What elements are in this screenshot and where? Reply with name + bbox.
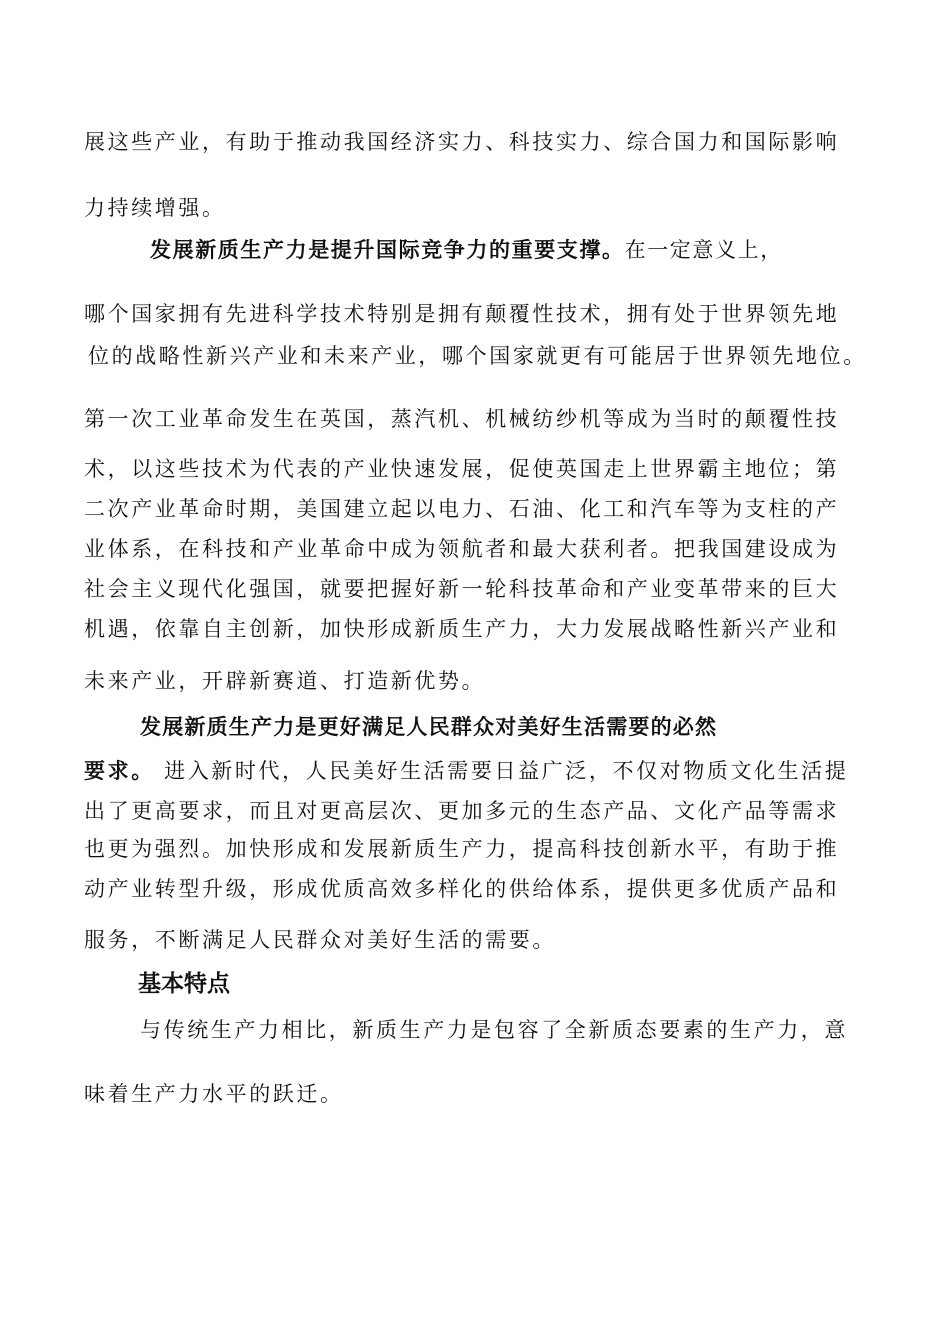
paragraph-3-line-7: 未来产业，开辟新赛道、打造新优势。 <box>84 669 486 693</box>
paragraph-4-bold-line-1: 发展新质生产力是更好满足人民群众对美好生活需要的必然 <box>140 715 718 739</box>
paragraph-4-line-2 <box>84 757 849 785</box>
paragraph-2-line-1 <box>150 236 783 264</box>
paragraph-5-line-1: 与传统生产力相比，新质生产力是包容了全新质态要素的生产力，意 <box>140 1018 848 1042</box>
paragraph-3-line-6: 机遇，依靠自主创新，加快形成新质生产力，大力发展战略性新兴产业和 <box>84 617 840 641</box>
paragraph-3-line-5: 社会主义现代化强国，就要把握好新一轮科技革命和产业变革带来的巨大 <box>84 577 840 601</box>
paragraph-3-line-1: 第一次工业革命发生在英国，蒸汽机、机械纺纱机等成为当时的颠覆性技 <box>84 407 840 431</box>
paragraph-4-line-3: 出了更高要求，而且对更高层次、更加多元的生态产品、文化产品等需求 <box>84 799 840 823</box>
paragraph-3-line-2: 术，以这些技术为代表的产业快速发展，促使英国走上世界霸主地位；第 <box>84 457 840 481</box>
paragraph-4-line-4: 也更为强烈。加快形成和发展新质生产力，提高科技创新水平，有助于推 <box>84 837 840 861</box>
paragraph-2-line-3: 位的战略性新兴产业和未来产业，哪个国家就更有可能居于世界领先地位。 <box>88 344 867 368</box>
paragraph-2-lead-bold: 发展新质生产力是提升国际竞争力的重要支撑。 <box>150 238 625 262</box>
paragraph-4-line-5: 动产业转型升级，形成优质高效多样化的供给体系，提供更多优质产品和 <box>84 877 840 901</box>
paragraph-3-line-3: 二次产业革命时期，美国建立起以电力、石油、化工和汽车等为支柱的产 <box>84 497 840 521</box>
paragraph-1-line-2: 力持续增强。 <box>84 196 226 220</box>
paragraph-4-line-2-rest: 进入新时代，人民美好生活需要日益广泛，不仅对物质文化生活提 <box>154 759 849 783</box>
section-heading: 基本特点 <box>138 971 230 997</box>
paragraph-2-line-2: 哪个国家拥有先进科学技术特别是拥有颠覆性技术，拥有处于世界领先地 <box>84 302 840 326</box>
paragraph-4-bold-line-2: 要求。 <box>84 759 155 783</box>
paragraph-3-line-4: 业体系，在科技和产业革命中成为领航者和最大获利者。把我国建设成为 <box>84 537 840 561</box>
paragraph-1-line-1: 展这些产业，有助于推动我国经济实力、科技实力、综合国力和国际影响 <box>84 130 840 154</box>
paragraph-5-line-2: 味着生产力水平的跃迁。 <box>84 1082 344 1106</box>
paragraph-2-line-1-rest: 在一定意义上， <box>624 238 783 262</box>
paragraph-4-line-6: 服务，不断满足人民群众对美好生活的需要。 <box>84 928 556 952</box>
